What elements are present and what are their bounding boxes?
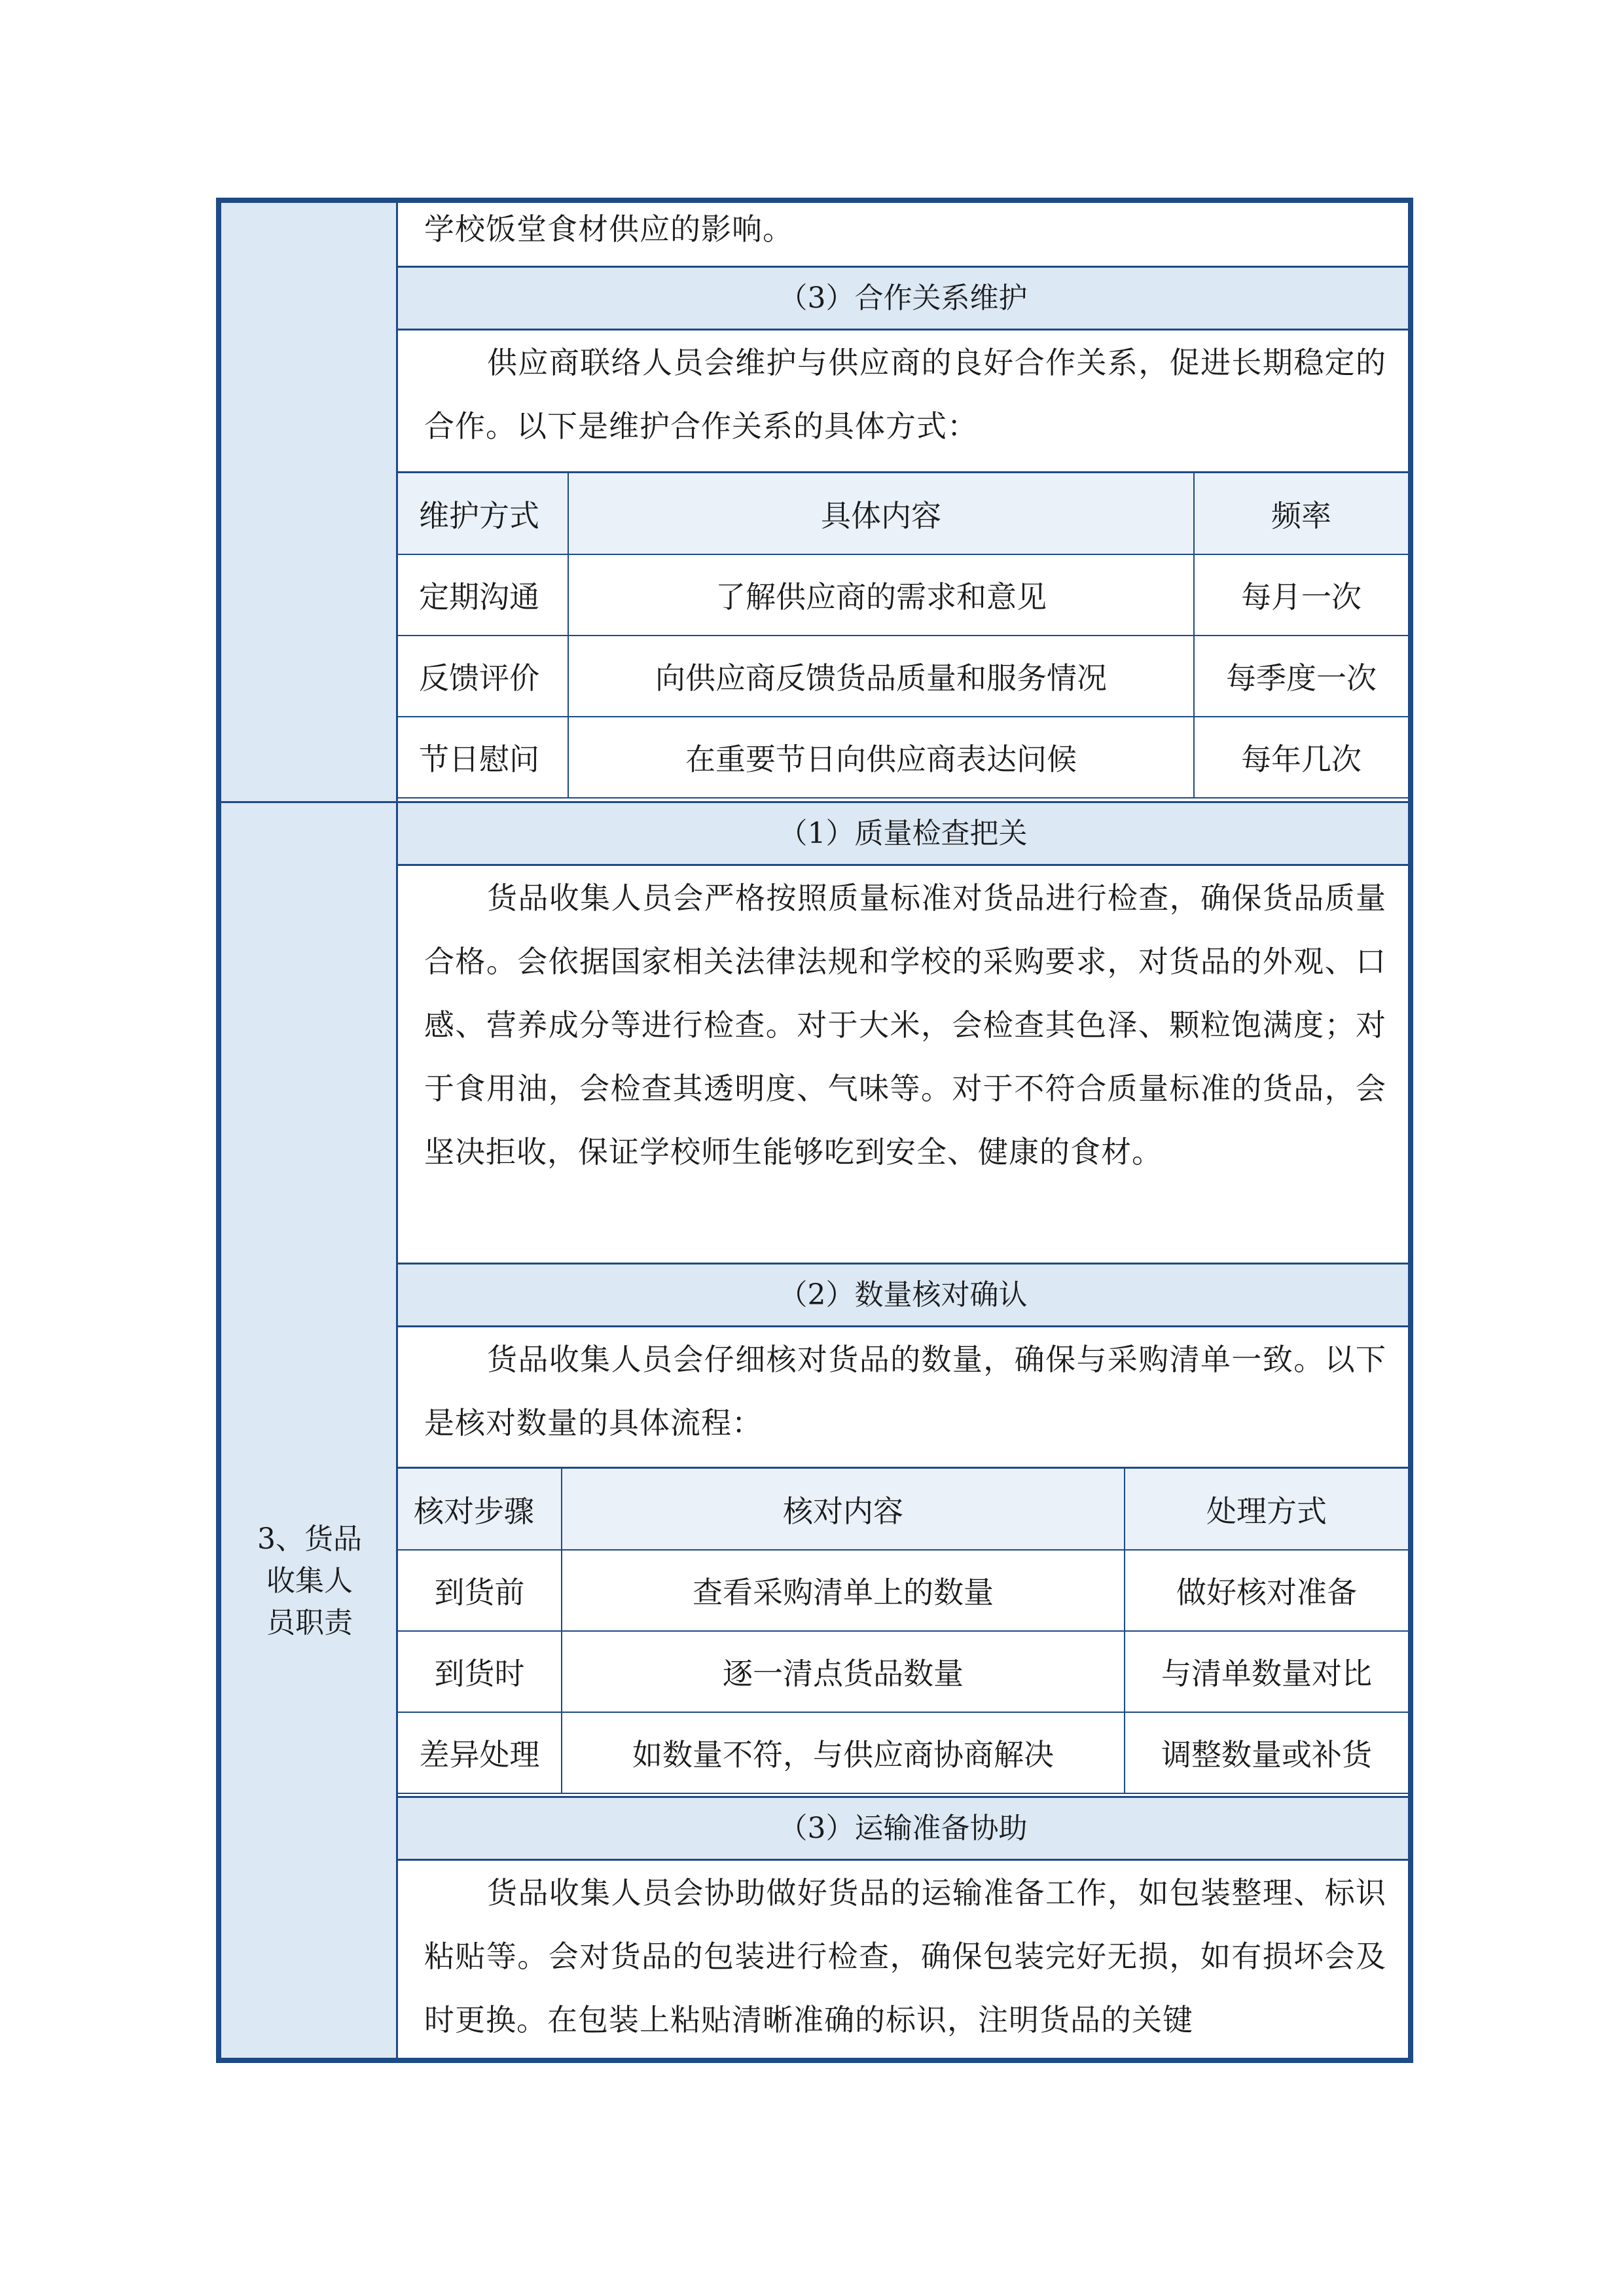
table-header-row [398, 473, 1408, 554]
section3-sub2-paragraph: 货品收集人员会仔细核对货品的数量，确保与采购清单一致。以下是核对数量的具体流程： [424, 1342, 1386, 1441]
table-header-cell: 处理方式 [1125, 1469, 1408, 1550]
divider [398, 1325, 1408, 1327]
section3-sub1-title: （1）质量检查把关 [398, 803, 1408, 864]
table-row [398, 636, 1408, 717]
table-cell: 每月一次 [1194, 554, 1408, 636]
quantity-check-table [398, 1469, 1408, 1794]
table-row [398, 1550, 1408, 1631]
table-cell: 到货时 [398, 1631, 562, 1712]
table-cell: 逐一清点货品数量 [562, 1631, 1125, 1712]
table-header-cell: 具体内容 [568, 473, 1194, 554]
table-cell: 如数量不符，与供应商协商解决 [562, 1712, 1125, 1793]
section3-sub3-paragraph: 货品收集人员会协助做好货品的运输准备工作，如包装整理、标识粘贴等。会对货品的包装进行检查，确保包装完好无损，如有损坏会及时更换。在包装上粘贴清晰准确的标识，注明货品的关键 [424, 1875, 1386, 2037]
section3-sub3-title: （3）运输准备协助 [398, 1798, 1408, 1859]
table-cell: 调整数量或补货 [1125, 1712, 1408, 1793]
section3-label-line-2: 收集人 [266, 1564, 353, 1598]
table-header-cell: 频率 [1194, 473, 1408, 554]
section2-sub3-paragraph: 供应商联络人员会维护与供应商的良好合作关系，促进长期稳定的合作。以下是维护合作关系的具体方式： [424, 345, 1386, 444]
section3-label-line-3: 员职责 [266, 1606, 353, 1640]
table-row [398, 554, 1408, 636]
table-header-cell: 核对步骤 [398, 1469, 562, 1550]
table-cell: 查看采购清单上的数量 [562, 1550, 1125, 1631]
content-column [398, 203, 1408, 2058]
table-cell: 每季度一次 [1194, 636, 1408, 717]
table-cell: 每年几次 [1194, 717, 1408, 798]
divider [398, 329, 1408, 331]
table-cell: 到货前 [398, 1550, 562, 1631]
table-row [398, 1631, 1408, 1712]
maintenance-methods-table [398, 473, 1408, 798]
table-header-row [398, 1469, 1408, 1550]
table-header-cell: 核对内容 [562, 1469, 1125, 1550]
section2-intro-tail: 学校饭堂食材供应的影响。 [424, 211, 793, 247]
left-column-divider [221, 801, 398, 803]
table-cell: 定期沟通 [398, 554, 568, 636]
divider [398, 1859, 1408, 1861]
table-cell: 做好核对准备 [1125, 1550, 1408, 1631]
table-cell: 向供应商反馈货品质量和服务情况 [568, 636, 1194, 717]
section3-sub2-title: （2）数量核对确认 [398, 1265, 1408, 1325]
section2-sub3-title: （3）合作关系维护 [398, 268, 1408, 329]
table-cell: 节日慰问 [398, 717, 568, 798]
table-header-cell: 维护方式 [398, 473, 568, 554]
table-cell: 与清单数量对比 [1125, 1631, 1408, 1712]
table-cell: 差异处理 [398, 1712, 562, 1793]
section3-label-line-1: 3、货品 [257, 1522, 362, 1556]
divider [398, 864, 1408, 866]
table-cell: 在重要节日向供应商表达问候 [568, 717, 1194, 798]
table-cell: 反馈评价 [398, 636, 568, 717]
document-table-frame [216, 198, 1413, 2063]
table-cell: 了解供应商的需求和意见 [568, 554, 1194, 636]
table-row [398, 717, 1408, 798]
left-category-column [221, 203, 398, 2058]
section3-sub1-paragraph: 货品收集人员会严格按照质量标准对货品进行检查，确保货品质量合格。会依据国家相关法律法规和学校的采购要求，对货品的外观、口感、营养成分等进行检查。对于大米，会检查其色泽、颗粒饱满度；对于食用油，会检查其透明度、气味等。对于不符合质量标准的货品，会坚决拒收，保证学校师生能够吃到安全、健康的食材。 [424, 880, 1386, 1170]
table-row [398, 1712, 1408, 1793]
